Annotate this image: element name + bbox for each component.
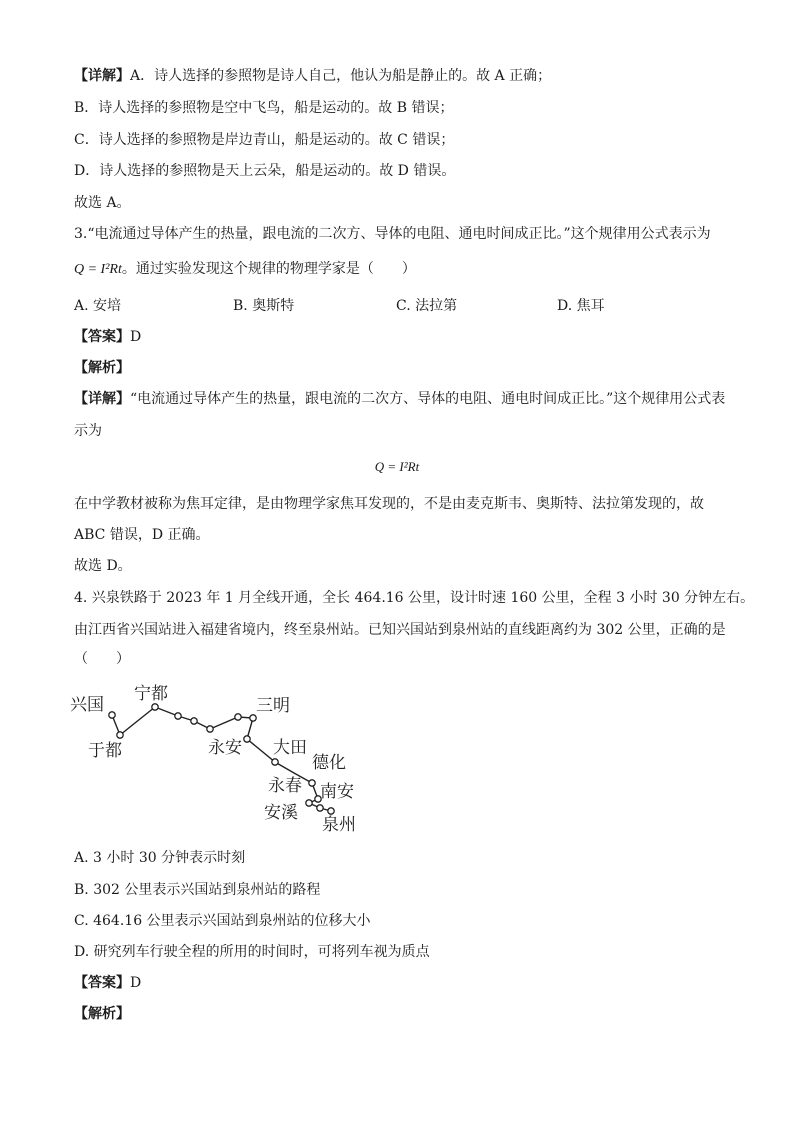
q3-option-b: B. 奥斯特 xyxy=(233,298,295,314)
answer-value: D xyxy=(130,975,142,991)
detail-tag: 【详解】 xyxy=(74,68,130,84)
railway-map-figure xyxy=(60,678,380,838)
station-anxi xyxy=(317,805,323,811)
q4-stem-line1: 4. 兴泉铁路于 2023 年 1 月全线开通，全长 464.16 公里，设计时速 160 公里，全程 3 小时 30 分钟左右。 xyxy=(74,590,755,606)
q2-detail-line3: C．诗人选择的参照物是岸边青山，船是运动的。故 C 错误； xyxy=(74,132,455,148)
q3-option-a: A. 安培 xyxy=(74,298,122,314)
q2-detail-text: A．诗人选择的参照物是诗人自己，他认为船是静止的。故 A 正确； xyxy=(130,68,552,84)
label-quanzhou: 泉州 xyxy=(322,815,356,835)
label-ningdu: 宁都 xyxy=(134,684,168,704)
q3-formula-display: Q = I²Rt xyxy=(374,459,420,474)
q3-answer xyxy=(74,327,141,347)
q2-conclusion: 故选 A。 xyxy=(74,195,131,211)
q3-detail-line4: ABC 错误，D 正确。 xyxy=(74,527,210,543)
q3-detail-line2: 示为 xyxy=(74,423,102,439)
q3-analysis-tag xyxy=(74,358,130,378)
station-ningdu xyxy=(152,704,158,710)
station-dehua xyxy=(309,780,315,786)
answer-value: D xyxy=(130,329,142,345)
label-sanming: 三明 xyxy=(256,696,290,716)
q4-stem-line3: （ ） xyxy=(74,651,130,667)
q3-option-d: D. 焦耳 xyxy=(557,298,605,314)
q3-formula: Q = I²Rt xyxy=(74,262,122,277)
station-mid2 xyxy=(191,718,197,724)
station-yongchun xyxy=(306,800,312,806)
q3-stem-line1: 3.“电流通过导体产生的热量，跟电流的二次方、导体的电阻、通电时间成正比。”这个规律用公式表示为 xyxy=(74,226,711,242)
q3-detail-text: “电流通过导体产生的热量，跟电流的二次方、导体的电阻、通电时间成正比。”这个规律用公式表 xyxy=(130,391,726,407)
q4-option-d: D. 研究列车行驶全程的所用的时间时，可将列车视为质点 xyxy=(74,944,430,960)
q3-conclusion: 故选 D。 xyxy=(74,558,132,574)
station-mid4 xyxy=(235,714,241,720)
q3-stem-line2 xyxy=(74,259,416,280)
analysis-tag: 【解析】 xyxy=(74,1006,130,1022)
station-yongan xyxy=(244,736,250,742)
analysis-tag: 【解析】 xyxy=(74,360,130,376)
q2-detail-line2: B．诗人选择的参照物是空中飞鸟，船是运动的。故 B 错误； xyxy=(74,100,454,116)
station-mid1 xyxy=(175,713,181,719)
q4-answer xyxy=(74,973,141,993)
q3-detail-line1 xyxy=(74,389,725,409)
label-yongan: 永安 xyxy=(208,738,242,758)
station-xingguo xyxy=(109,712,115,718)
q2-detail-line4: D．诗人选择的参照物是天上云朵，船是运动的。故 D 错误。 xyxy=(74,163,456,179)
station-yudu xyxy=(117,732,123,738)
label-xingguo: 兴国 xyxy=(70,695,104,715)
label-nanan: 南安 xyxy=(320,782,354,802)
q4-analysis-tag xyxy=(74,1004,130,1024)
station-datian xyxy=(272,759,278,765)
label-dehua: 德化 xyxy=(312,753,346,773)
q4-option-a: A. 3 小时 30 分钟表示时刻 xyxy=(74,850,246,866)
q4-option-c: C. 464.16 公里表示兴国站到泉州站的位移大小 xyxy=(74,913,371,929)
q3-stem-text: 。通过实验发现这个规律的物理学家是（ ） xyxy=(121,261,416,277)
q3-option-c: C. 法拉第 xyxy=(396,298,458,314)
label-datian: 大田 xyxy=(273,738,307,758)
detail-tag: 【详解】 xyxy=(74,391,130,407)
answer-tag: 【答案】 xyxy=(74,975,130,991)
q4-option-b: B. 302 公里表示兴国站到泉州站的路程 xyxy=(74,882,321,898)
label-yudu: 于都 xyxy=(88,741,122,761)
station-quanzhou xyxy=(328,808,334,814)
q4-stem-line2: 由江西省兴国站进入福建省境内，终至泉州站。已知兴国站到泉州站的直线距离约为 302 公里，正确的是 xyxy=(74,622,726,638)
label-yongchun: 永春 xyxy=(268,776,302,796)
answer-tag: 【答案】 xyxy=(74,329,130,345)
q3-detail-line3: 在中学教材被称为焦耳定律，是由物理学家焦耳发现的，不是由麦克斯韦、奥斯特、法拉第发现的，故 xyxy=(74,496,704,512)
station-mid3 xyxy=(207,726,213,732)
q2-detail-line1 xyxy=(74,66,551,86)
label-anxi: 安溪 xyxy=(264,803,298,823)
